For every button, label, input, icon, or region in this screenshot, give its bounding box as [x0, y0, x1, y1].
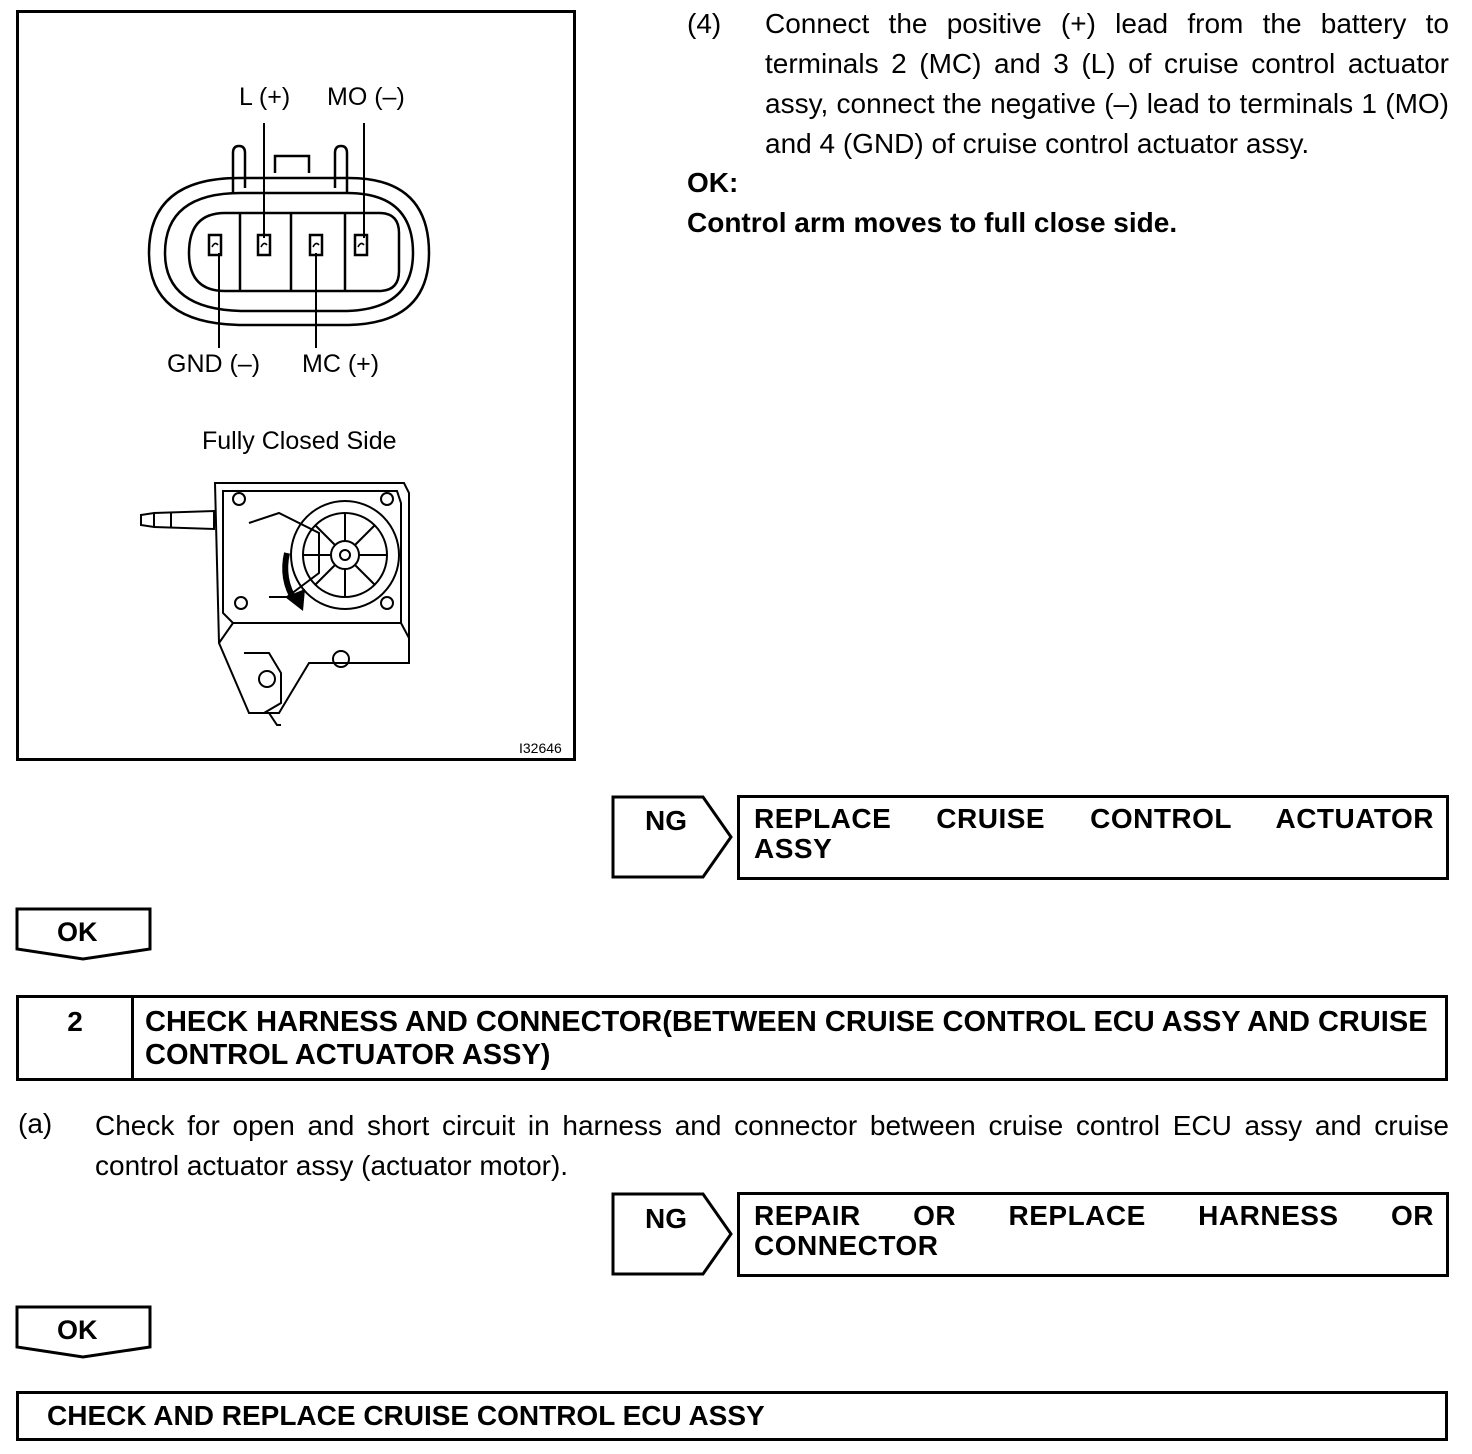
- ng-result-line2-1: ASSY: [754, 833, 833, 864]
- sub-step-a-text: Check for open and short circuit in harness and connector between cruise control ECU assy and cruise control actuator assy (actuator motor).: [95, 1110, 1449, 1181]
- ok-criteria-result: Control arm moves to full close side.: [687, 207, 1178, 238]
- figure-box: [16, 10, 576, 761]
- step-2-header: [16, 995, 1448, 1081]
- step-4-number: (4): [687, 8, 722, 39]
- step-2-number-cell: [19, 998, 134, 1078]
- ng-result-box-2: [737, 1192, 1449, 1277]
- ng-result-line1-2: REPAIR OR REPLACE HARNESS OR: [754, 1200, 1434, 1231]
- ok-label-1: OK: [57, 917, 98, 947]
- step-4-text: Connect the positive (+) lead from the battery to terminals 2 (MC) and 3 (L) of cruise control actuator assy, connect the negative (–) lead to terminals 1 (MO) and 4 (GND) of cruise control actuator assy.: [765, 8, 1449, 159]
- ng-result-box-1: [737, 795, 1449, 880]
- step-2-title: CHECK HARNESS AND CONNECTOR(BETWEEN CRUISE CONTROL ECU ASSY AND CRUISE CONTROL ACTUATOR ASSY): [145, 1006, 1428, 1071]
- label-mo-minus: MO (–): [327, 83, 405, 111]
- sub-step-a-label: (a): [18, 1108, 53, 1139]
- ok-criteria-label: OK:: [687, 167, 739, 198]
- ng-label-2: NG: [645, 1203, 687, 1234]
- figure-caption: Fully Closed Side: [202, 427, 397, 455]
- ok-label-2: OK: [57, 1315, 98, 1345]
- figure-id: I32646: [519, 740, 562, 756]
- label-mc-plus: MC (+): [302, 350, 380, 378]
- ng-label-1: NG: [645, 805, 687, 836]
- label-l-plus: L (+): [239, 83, 291, 111]
- final-step-text: CHECK AND REPLACE CRUISE CONTROL ECU ASSY: [47, 1400, 765, 1431]
- label-gnd-minus: GND (–): [167, 350, 261, 378]
- ng-result-line2-2: CONNECTOR: [754, 1230, 939, 1261]
- step-2-number: 2: [67, 1006, 83, 1037]
- connector-diagram: [19, 13, 573, 758]
- ng-result-line1-1: REPLACE CRUISE CONTROL ACTUATOR: [754, 803, 1434, 834]
- final-step-box: [16, 1391, 1448, 1441]
